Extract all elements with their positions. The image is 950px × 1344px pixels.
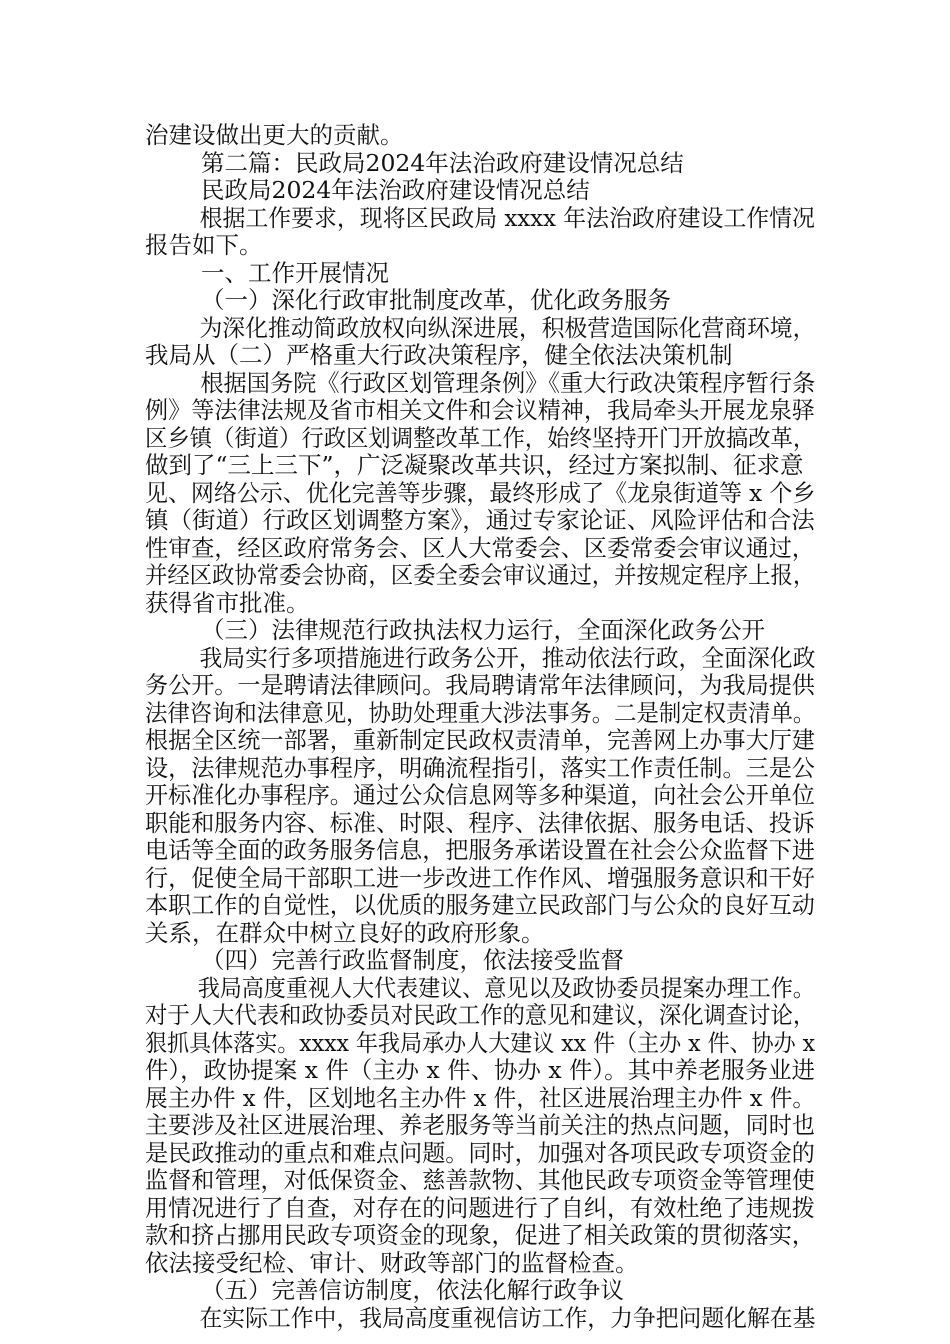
text-line: 依法接受纪检、审计、财政等部门的监督检查。 [145, 1248, 639, 1277]
text-line: 根据全区统一部署，重新制定民政权责清单，完善网上办事大厅建 [145, 726, 815, 754]
text-line: 开标准化办事程序。通过公众信息网等多种渠道，向社会公开单位 [145, 781, 815, 809]
text-line: 是民政推动的重点和难点问题。同时，加强对各项民政专项资金的 [145, 1138, 815, 1167]
text-line: 根据国务院《行政区划管理条例》《重大行政决策程序暂行条 [200, 368, 816, 397]
text-line: 根据工作要求，现将区民政局 xxxx 年法治政府建设工作情况 [199, 203, 815, 232]
text-line: 镇（街道）行政区划调整方案》，通过专家论证、风险评估和合法 [145, 506, 815, 534]
text-line: 例》等法律法规及省市相关文件和会议精神，我局牵头开展龙泉驿 [145, 396, 815, 424]
text-line: 设，法律规范办事程序，明确流程指引，落实工作责任制。三是公 [145, 753, 815, 782]
document-page [145, 122, 815, 1332]
text-line: 对于人大代表和政协委员对民政工作的意见和建议，深化调查讨论， [145, 1001, 816, 1029]
text-line: 区乡镇（街道）行政区划调整改革工作，始终坚持开门开放搞改革， [145, 423, 816, 452]
text-line: 第二篇：民政局2024年法治政府建设情况总结 [201, 148, 684, 177]
text-line: 监督和管理，对低保资金、慈善款物、其他民政专项资金等管理使 [145, 1166, 815, 1194]
text-line: 职能和服务内容、标准、时限、程序、法律依据、服务电话、投诉 [145, 808, 815, 837]
text-line: 主要涉及社区进展治理、养老服务等当前关注的热点问题，同时也 [145, 1111, 815, 1139]
text-line: 行，促使全局干部职工进一步改进工作作风、增强服务意识和干好 [145, 863, 815, 892]
text-line: 性审查，经区政府常务会、区人大常委会、区委常委会审议通过， [145, 533, 815, 562]
text-line: 做到了“三上三下”，广泛凝聚改革共识，经过方案拟制、征求意 [145, 451, 804, 479]
text-line: 务公开。一是聘请法律顾问。我局聘请常年法律顾问，为我局提供 [145, 671, 815, 699]
text-line: （五）完善信访制度，依法化解行政争议 [201, 1276, 624, 1304]
text-line: 为深化推动简政放权向纵深进展，积极营造国际化营商环境， [199, 313, 816, 342]
text-line: 治建设做出更大的贡献。 [145, 121, 404, 149]
text-line: 展主办件 x 件，区划地名主办件 x 件，社区进展治理主办件 x 件。 [145, 1083, 816, 1112]
text-line: 我局高度重视人大代表建议、意见以及政协委员提案办理工作。 [197, 973, 815, 1002]
text-line: 用情况进行了自查，对存在的问题进行了自纠，有效杜绝了违规拨 [145, 1193, 815, 1222]
text-line: 本职工作的自觉性，以优质的服务建立民政部门与公众的良好互动 [145, 891, 815, 919]
text-line: 款和挤占挪用民政专项资金的现象，促进了相关政策的贯彻落实， [145, 1221, 815, 1249]
text-line: 电话等全面的政务服务信息，把服务承诺设置在社会公众监督下进 [145, 836, 815, 864]
text-line: 关系，在群众中树立良好的政府形象。 [145, 918, 545, 947]
text-line: 一、工作开展情况 [201, 258, 389, 287]
text-line: （四）完善行政监督制度，依法接受监督 [201, 946, 624, 974]
text-line: 狠抓具体落实。xxxx 年我局承办人大建议 xx 件（主办 x 件、协办 x [145, 1028, 815, 1057]
text-line: （一）深化行政审批制度改革，优化政务服务 [201, 286, 671, 314]
text-line: （三）法律规范行政执法权力运行，全面深化政务公开 [201, 616, 765, 644]
text-line: 并经区政协常委会协商，区委全委会审议通过，并按规定程序上报， [145, 561, 816, 589]
text-line: 我局实行多项措施进行政务公开，推动依法行政，全面深化政 [199, 643, 816, 672]
text-line: 民政局2024年法治政府建设情况总结 [201, 176, 590, 204]
text-line: 法律咨询和法律意见，协助处理重大涉法事务。二是制定权责清单。 [145, 698, 816, 727]
text-line: 件），政协提案 x 件（主办 x 件、协办 x 件）。其中养老服务业进 [145, 1056, 815, 1084]
text-line: 报告如下。 [145, 231, 263, 259]
text-line: 我局从（二）严格重大行政决策程序，健全依法决策机制 [145, 341, 733, 369]
text-line: 见、网络公示、优化完善等步骤，最终形成了《龙泉街道等 x 个乡 [145, 478, 816, 507]
text-line: 在实际工作中，我局高度重视信访工作，力争把问题化解在基 [199, 1303, 816, 1332]
text-line: 获得省市批准。 [145, 588, 310, 617]
